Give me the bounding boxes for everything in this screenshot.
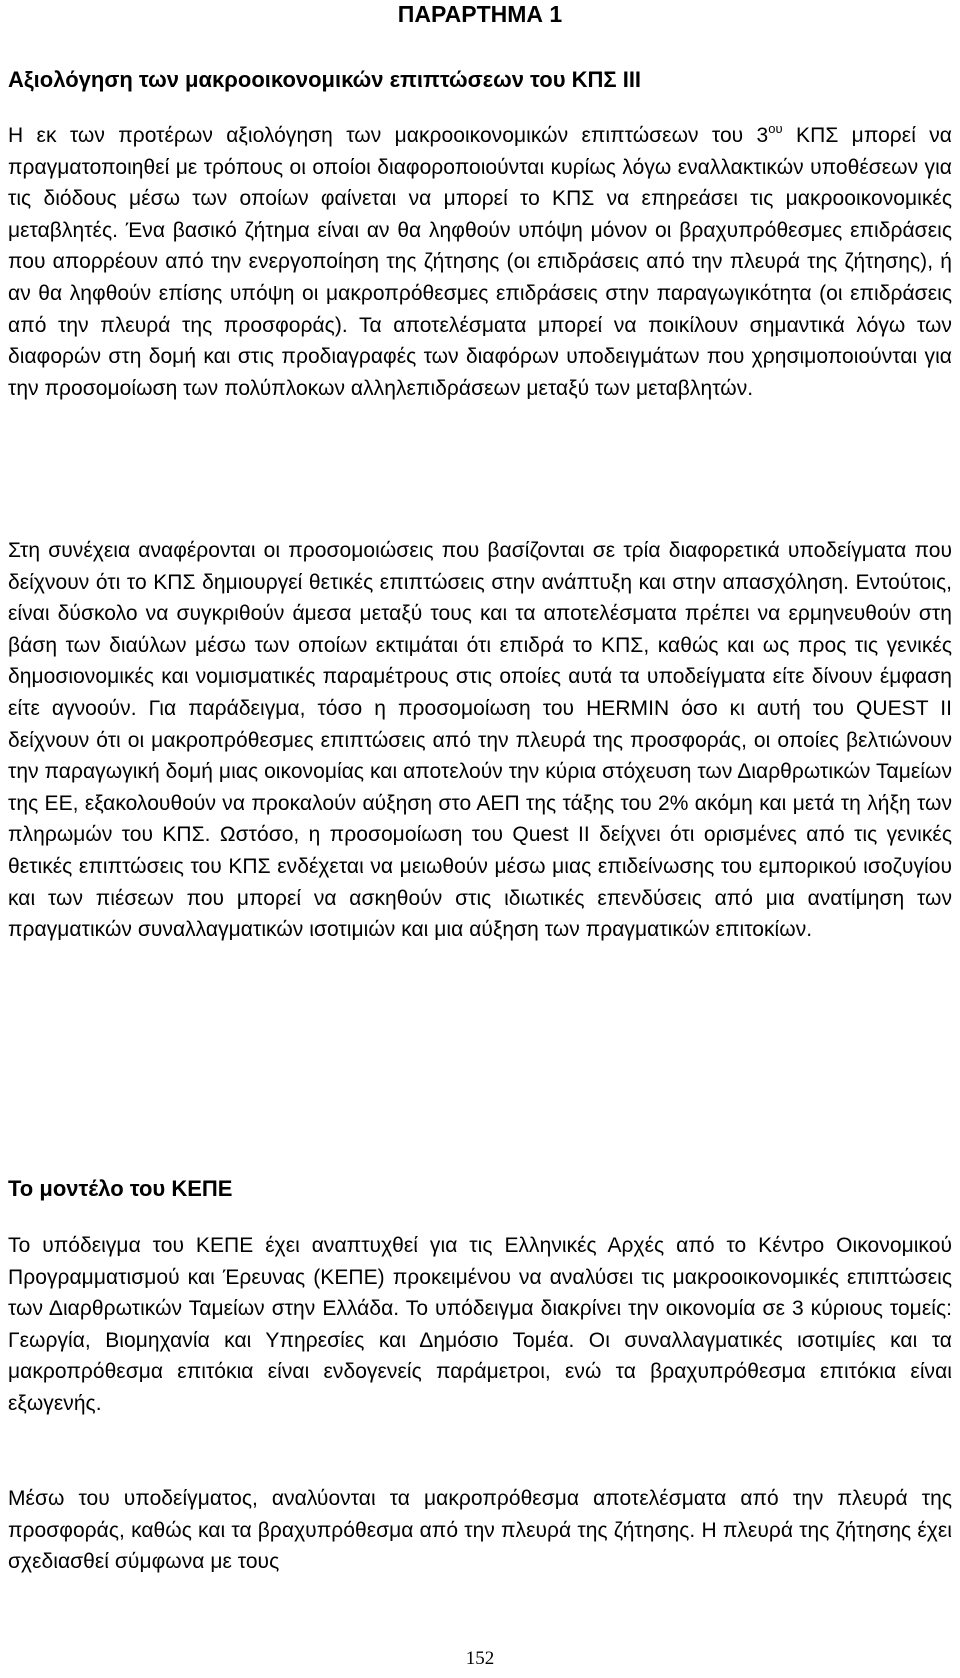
section-subtitle: Αξιολόγηση των μακροοικονομικών επιπτώσεων του ΚΠΣ ΙΙΙ [8,67,642,92]
ordinal-superscript: ου [768,121,783,136]
section-heading-kepe-model: Το μοντέλο του ΚΕΠΕ [8,1176,233,1201]
paragraph-intro-part1: Η εκ των προτέρων αξιολόγηση των μακροοικονομικών επιπτώσεων του 3 [8,124,769,147]
page-number: 152 [465,1648,495,1669]
paragraph-kepe-model: Το υπόδειγμα του ΚΕΠΕ έχει αναπτυχθεί για τις Ελληνικές Αρχές από το Κέντρο Οικονομικού Προγραμματισμού και Έρευνας (ΚΕΠΕ) προκειμένου να αναλύσει τις μακροοικονομικές επιπτώσεις των Διαρθρωτικών Ταμείων στην Ελλάδα. Το υπόδειγμα διακρίνει την οικονομία σε 3 κύριους τομείς: Γεωργία, Βιομηχανία και Υπηρεσίες και Δημόσιο Τομέα. Οι συναλλαγματικές ισοτιμίες και τα μακροπρόθεσμα επιτόκια είναι ενδογενείς παράμετροι, ενώ τα βραχυπρόθεσμα επιτόκια είναι εξωγενής. [8,1234,952,1415]
paragraph-simulations: Στη συνέχεια αναφέρονται οι προσομοιώσεις που βασίζονται σε τρία διαφορετικά υποδείγματα που δείχνουν ότι το ΚΠΣ δημιουργεί θετικές επιπτώσεις στην ανάπτυξη και στην απασχόληση. Εντούτοις, είναι δύσκολο να συγκριθούν άμεσα μεταξύ τους και τα αποτελέσματα πρέπει να ερμηνευθούν στη βάση των διαύλων μέσω των οποίων εκτιμάται ότι επιδρά το ΚΠΣ, καθώς και ως προς τις γενικές δημοσιονομικές και νομισματικές παραμέτρους στις οποίες αυτά τα υποδείγματα είτε δίνουν έμφαση είτε αγνοούν. Για παράδειγμα, τόσο η προσομοίωση του HERMIN όσο κι αυτή του QUEST II δείχνουν ότι οι μακροπρόθεσμες επιπτώσεις από την πλευρά της προσφοράς, οι οποίες βελτιώνουν την παραγωγική δομή μιας οικονομίας και αποτελούν την κύρια στόχευση των Διαρθρωτικών Ταμείων της ΕΕ, εξακολουθούν να προκαλούν αύξηση στο ΑΕΠ της τάξης του 2% ακόμη και μετά τη λήξη των πληρωμών του ΚΠΣ. Ωστόσο, η προσομοίωση του Quest II δείχνει ότι ορισμένες από τις γενικές θετικές επιπτώσεις του ΚΠΣ ενδέχεται να μειωθούν μέσω μιας επιδείνωσης του εμπορικού ισοζυγίου και των πιέσεων που μπορεί να ασκηθούν στις ιδιωτικές επενδύσεις από μια ανατίμηση των πραγματικών συναλλαγματικών ισοτιμιών και μια αύξηση των πραγματικών επιτοκίων. [8,539,952,942]
paragraph-intro-part2: ΚΠΣ μπορεί να πραγματοποιηθεί με τρόπους οι οποίοι διαφοροποιούνται κυρίως λόγω εναλλακτικών υποθέσεων για τις διόδους μέσω των οποίων φαίνεται να μπορεί το ΚΠΣ να επηρεάσει τις μακροοικονομικές μεταβλητές. Ένα βασικό ζήτημα είναι αν θα ληφθούν υπόψη μόνον οι βραχυπρόθεσμες επιδράσεις που απορρέουν από την ενεργοποίηση της ζήτησης (οι επιδράσεις από την πλευρά της ζήτησης), ή αν θα ληφθούν επίσης υπόψη οι μακροπρόθεσμες επιδράσεις στην παραγωγικότητα (οι επιδράσεις από την πλευρά της προσφοράς). Τα αποτελέσματα μπορεί να ποικίλουν σημαντικά λόγω των διαφορών στη δομή και στις προδιαγραφές των διαφόρων υποδειγμάτων που χρησιμοποιούνται για την προσομοίωση των πολύπλοκων αλληλεπιδράσεων μεταξύ των μεταβλητών. [8,124,952,400]
paragraph-supply-demand: Μέσω του υποδείγματος, αναλύονται τα μακροπρόθεσμα αποτελέσματα από την πλευρά της προσφοράς, καθώς και τα βραχυπρόθεσμα από την πλευρά της ζήτησης. Η πλευρά της ζήτησης έχει σχεδιασθεί σύμφωνα με τους [8,1487,952,1574]
appendix-title: ΠΑΡΑΡΤΗΜΑ 1 [397,1,563,27]
paragraph-intro [8,120,952,404]
